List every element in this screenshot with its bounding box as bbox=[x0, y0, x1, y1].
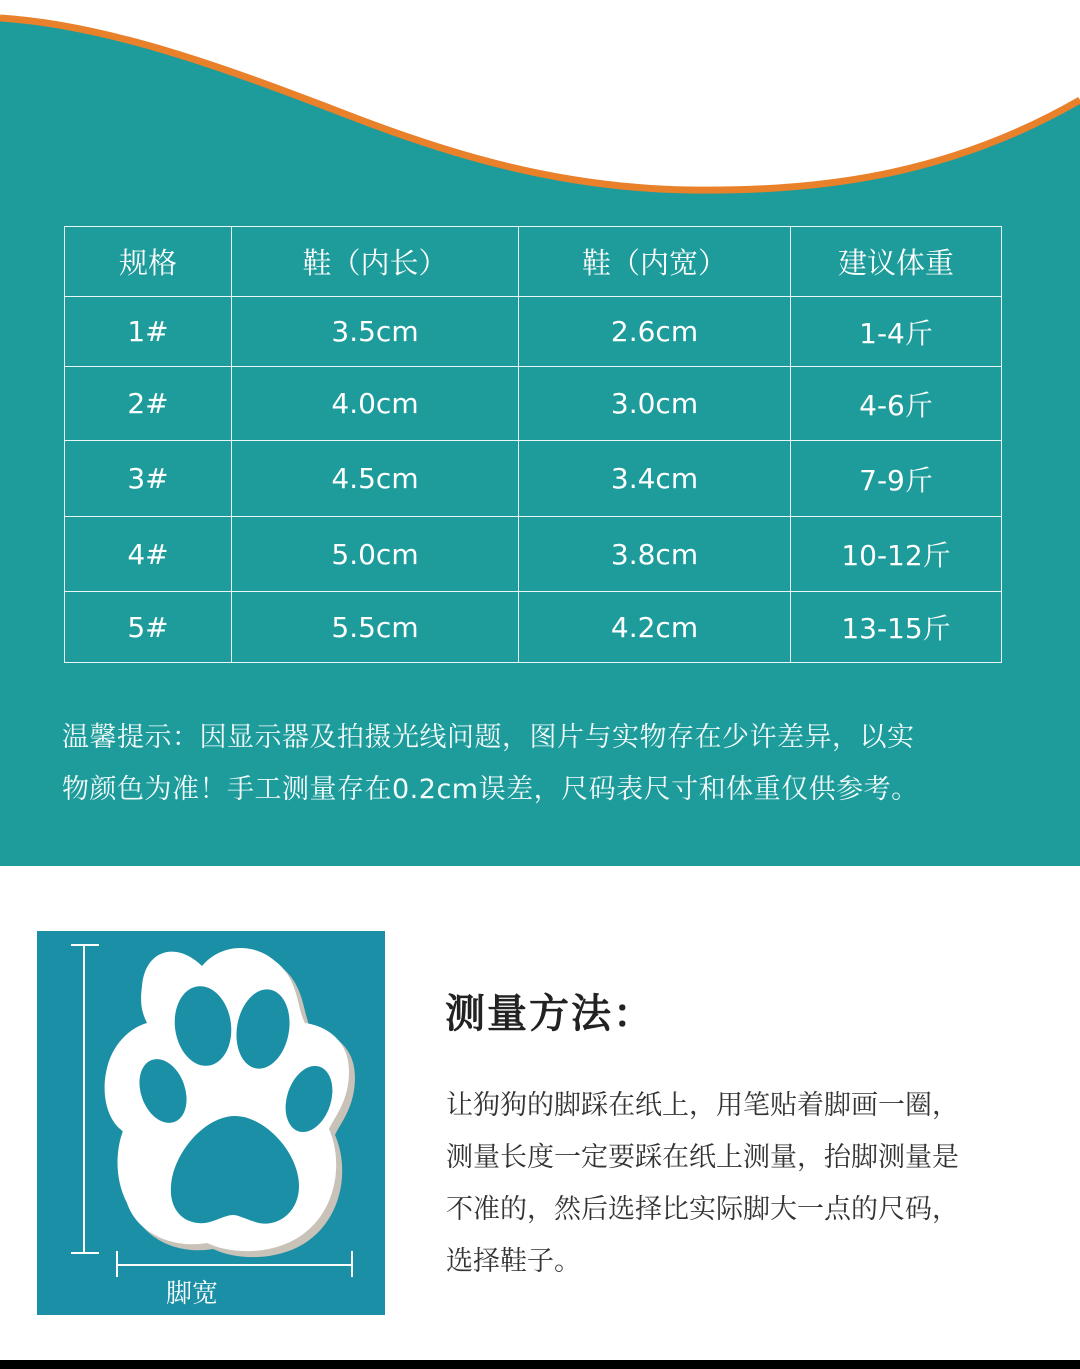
table-row bbox=[65, 367, 1002, 441]
cell-size: 2# bbox=[65, 367, 232, 441]
paw-measure-diagram bbox=[37, 931, 385, 1315]
table-header-row bbox=[65, 227, 1002, 297]
size-table bbox=[64, 226, 1002, 663]
measure-title: 测量方法： bbox=[445, 991, 655, 1037]
wave-decoration bbox=[0, 0, 1080, 215]
foot-width-label: 脚宽 bbox=[166, 1279, 219, 1309]
table-row bbox=[65, 297, 1002, 367]
tip-line: 物颜色为准！手工测量存在0.2cm误差，尺码表尺寸和体重仅供参考。 bbox=[62, 774, 919, 805]
cell-length: 5.5cm bbox=[232, 592, 519, 663]
cell-size: 5# bbox=[65, 592, 232, 663]
instruction-line: 测量长度一定要踩在纸上测量，抬脚测量是 bbox=[446, 1142, 959, 1173]
cell-length: 3.5cm bbox=[232, 297, 519, 367]
instruction-line: 不准的，然后选择比实际脚大一点的尺码， bbox=[446, 1194, 959, 1225]
header-inner-length: 鞋（内长） bbox=[232, 227, 519, 297]
table-row bbox=[65, 441, 1002, 517]
cell-length: 4.0cm bbox=[232, 367, 519, 441]
paw-print-icon bbox=[37, 931, 385, 1315]
cell-width: 3.4cm bbox=[519, 441, 791, 517]
cell-weight: 13-15斤 bbox=[791, 592, 1002, 663]
cell-length: 4.5cm bbox=[232, 441, 519, 517]
cell-width: 4.2cm bbox=[519, 592, 791, 663]
measure-instructions bbox=[446, 1080, 1036, 1288]
cell-width: 3.8cm bbox=[519, 517, 791, 592]
foot-length-label: 脚长 bbox=[10, 1057, 37, 1115]
instruction-line: 让狗狗的脚踩在纸上，用笔贴着脚画一圈， bbox=[446, 1090, 959, 1121]
tip-text bbox=[62, 712, 1022, 816]
header-size: 规格 bbox=[65, 227, 232, 297]
cell-size: 3# bbox=[65, 441, 232, 517]
cell-width: 3.0cm bbox=[519, 367, 791, 441]
cell-weight: 1-4斤 bbox=[791, 297, 1002, 367]
cell-weight: 7-9斤 bbox=[791, 441, 1002, 517]
cell-size: 1# bbox=[65, 297, 232, 367]
header-weight: 建议体重 bbox=[791, 227, 1002, 297]
table-row bbox=[65, 517, 1002, 592]
cell-weight: 10-12斤 bbox=[791, 517, 1002, 592]
cell-weight: 4-6斤 bbox=[791, 367, 1002, 441]
cell-size: 4# bbox=[65, 517, 232, 592]
tip-line: 温馨提示：因显示器及拍摄光线问题，图片与实物存在少许差异，以实 bbox=[62, 722, 915, 753]
cell-width: 2.6cm bbox=[519, 297, 791, 367]
instruction-line: 选择鞋子。 bbox=[446, 1246, 581, 1277]
header-inner-width: 鞋（内宽） bbox=[519, 227, 791, 297]
table-row bbox=[65, 592, 1002, 663]
cell-length: 5.0cm bbox=[232, 517, 519, 592]
